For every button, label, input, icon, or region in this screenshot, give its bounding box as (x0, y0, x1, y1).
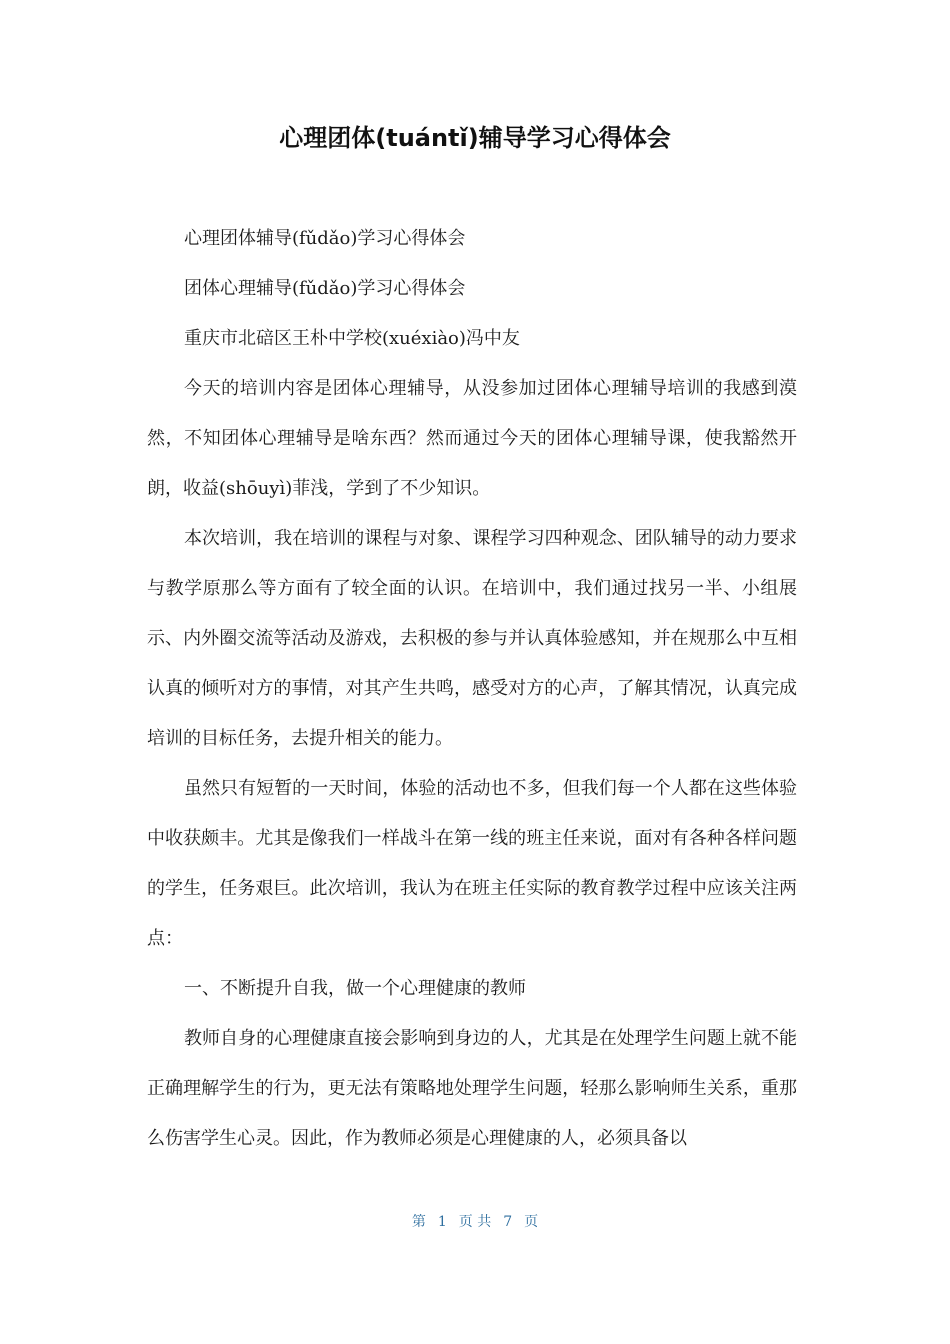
paragraph: 虽然只有短暂的一天时间，体验的活动也不多，但我们每一个人都在这些体验中收获颇丰。尤其是像我们一样战斗在第一线的班主任来说，面对有各种各样问题的学生，任务艰巨。此次培训，我认为在班主任实际的教育教学过程中应该关注两点： (147, 778, 797, 949)
document-body (147, 214, 797, 1164)
paragraph-heading-1: 心理团体辅导(fǔdǎo)学习心得体会 (184, 228, 466, 249)
paragraph: 本次培训，我在培训的课程与对象、课程学习四种观念、团队辅导的动力要求与教学原那么等方面有了较全面的认识。在培训中，我们通过找另一半、小组展示、内外圈交流等活动及游戏，去积极的参与并认真体验感知，并在规那么中互相认真的倾听对方的事情，对其产生共鸣，感受对方的心声，了解其情况，认真完成培训的目标任务，去提升相关的能力。 (147, 528, 797, 749)
paragraph-section-heading: 一、不断提升自我，做一个心理健康的教师 (184, 978, 526, 999)
document-title: 心理团体(tuántǐ)辅导学习心得体会 (279, 124, 671, 152)
paragraph-heading-2: 团体心理辅导(fǔdǎo)学习心得体会 (184, 278, 466, 299)
page-footer (0, 1210, 950, 1234)
paragraph: 今天的培训内容是团体心理辅导，从没参加过团体心理辅导培训的我感到漠然，不知团体心理辅导是啥东西？然而通过今天的团体心理辅导课，使我豁然开朗，收益(shōuyì)菲浅，学到了不少知识。 (147, 378, 797, 499)
footer-current-page: 1 (437, 1214, 447, 1230)
footer-total-pages: 7 (503, 1214, 513, 1230)
paragraph-author: 重庆市北碚区王朴中学校(xuéxiào)冯中友 (184, 328, 520, 349)
footer-middle: 页 共 (458, 1214, 492, 1230)
paragraph: 教师自身的心理健康直接会影响到身边的人，尤其是在处理学生问题上就不能正确理解学生的行为，更无法有策略地处理学生问题，轻那么影响师生关系，重那么伤害学生心灵。因此，作为教师必须是心理健康的人，必须具备以 (147, 1028, 797, 1149)
footer-prefix: 第 (411, 1214, 426, 1230)
footer-suffix: 页 (524, 1214, 539, 1230)
